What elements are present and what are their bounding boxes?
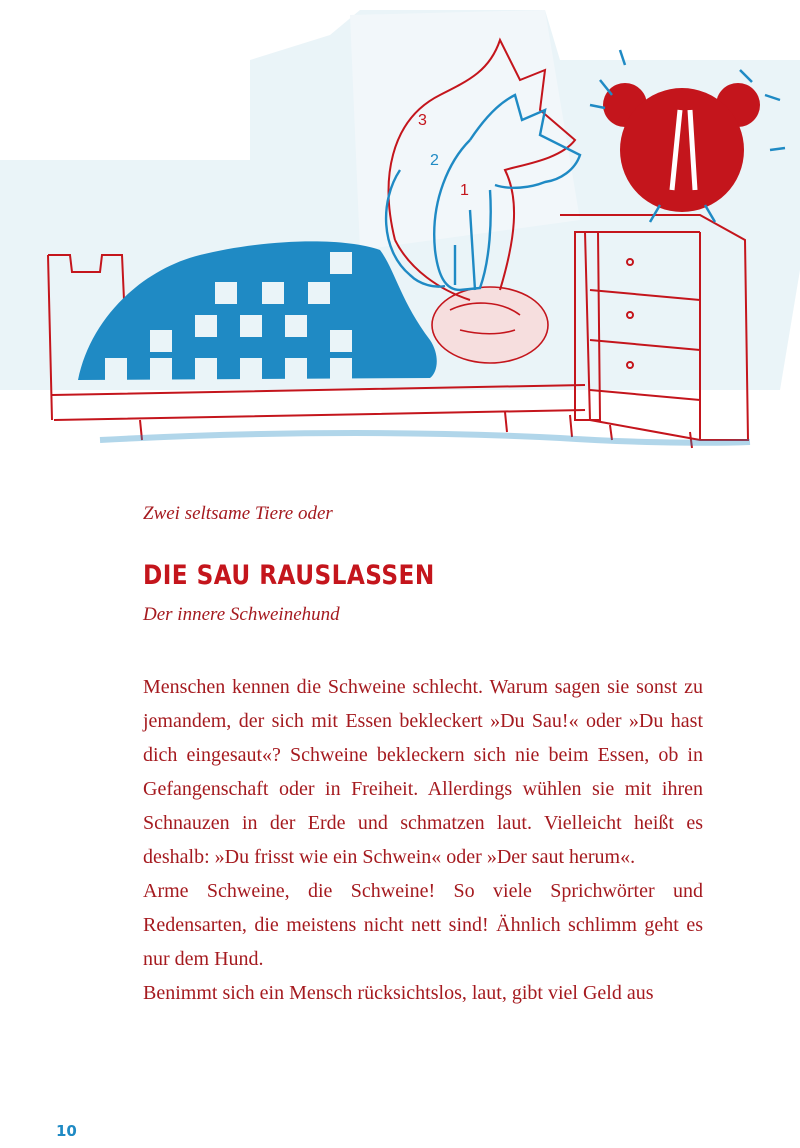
paragraph-3: Benimmt sich ein Mensch rücksichtslos, laut, gibt viel Geld aus — [143, 982, 654, 1004]
wolf-number-1: 1 — [460, 182, 469, 199]
chapter-kicker: Zwei seltsame Tiere oder — [143, 503, 333, 524]
floor-shading — [100, 433, 750, 443]
body-text — [143, 670, 703, 1010]
bed-illustration — [0, 0, 800, 470]
page-number: 10 — [56, 1122, 77, 1140]
sleeping-head — [432, 287, 548, 363]
chapter-title: DIE SAU RAUSLASSEN — [143, 560, 435, 591]
wolf-number-2: 2 — [430, 152, 439, 169]
paragraph-2: Arme Schweine, die Schweine! So viele Sprichwörter und Redensarten, die meistens nicht nett sind! Ähnlich schlimm geht es nur dem Hund. — [143, 880, 703, 970]
chapter-subtitle: Der innere Schweinehund — [143, 604, 340, 625]
wolf-number-3: 3 — [418, 112, 427, 129]
paragraph-1: Menschen kennen die Schweine schlecht. Warum sagen sie sonst zu jemandem, der sich mit Essen bekleckert »Du Sau!« oder »Du hast dich eingesaut«? Schweine bekleckern sich nie beim Essen, ob in Gefangenschaft oder in Freiheit. Allerdings wühlen sie mit ihren Schnauzen in der Erde und schmatzen laut. Vielleicht heißt es deshalb: »Du frisst wie ein Schwein« oder »Der saut herum«. — [143, 676, 703, 868]
